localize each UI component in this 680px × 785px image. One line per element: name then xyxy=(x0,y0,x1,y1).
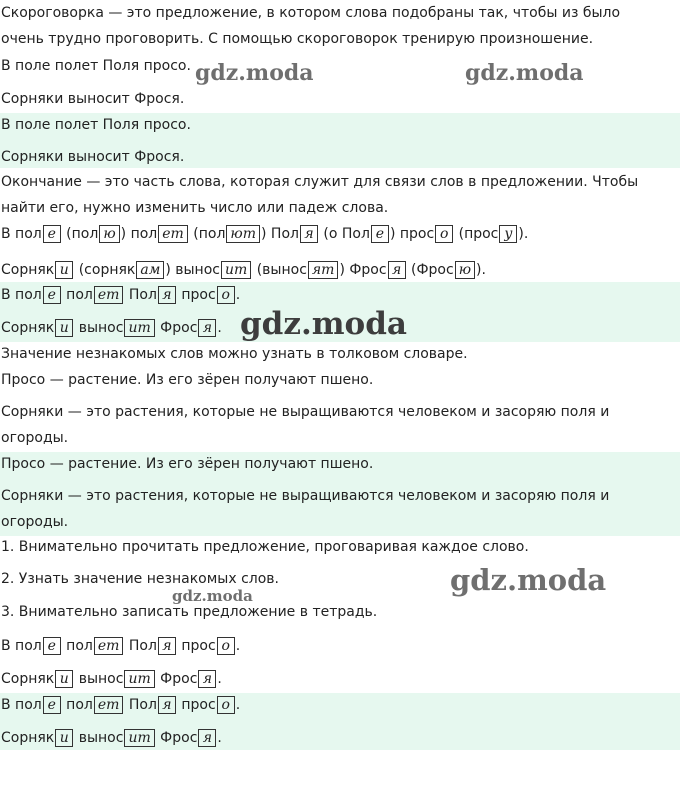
ending-box: ю xyxy=(99,225,119,243)
ending-box: о xyxy=(217,637,235,655)
ending-box: е xyxy=(43,696,61,714)
word-stem: вынос xyxy=(74,320,124,336)
ending-box: я xyxy=(158,696,176,714)
watermark-logo: gdz.moda xyxy=(465,60,584,86)
word-stem: . xyxy=(235,697,241,713)
ending-box: и xyxy=(55,319,73,337)
ending-box: я xyxy=(158,637,176,655)
ending-box: я xyxy=(158,286,176,304)
watermark-logo: gdz.moda xyxy=(172,587,253,605)
ending-box: о xyxy=(435,225,453,243)
word-stem: . xyxy=(217,730,222,746)
ending-box: я xyxy=(198,729,216,747)
word-stem: ) Фрос xyxy=(339,262,387,278)
word-stem: (пол xyxy=(61,226,99,242)
word-stem: Пол xyxy=(124,287,157,303)
word-stem: вынос xyxy=(74,671,124,687)
word-stem: (вынос xyxy=(252,262,307,278)
word-stem: прос xyxy=(176,287,216,303)
answer-block-4 xyxy=(0,693,680,750)
ending-box: о xyxy=(217,286,235,304)
answer-3-line-2: Сорняки — это растения, которые не выращиваются человеком и засоряю поля и xyxy=(1,488,610,504)
steps-row-2 xyxy=(1,670,222,688)
word-stem: В пол xyxy=(1,697,42,713)
steps-row-1 xyxy=(1,637,240,655)
dictionary-section xyxy=(0,342,680,452)
ending-box: и xyxy=(55,729,73,747)
answer-2-row-1 xyxy=(1,286,240,304)
word-stem: пол xyxy=(61,287,93,303)
step-3: 3. Внимательно записать предложение в тетрадь. xyxy=(1,604,378,620)
ending-box: ят xyxy=(308,261,339,279)
ending-box: я xyxy=(198,670,216,688)
word-stem: Сорняк xyxy=(1,262,55,278)
word-stem: ) прос xyxy=(389,226,435,242)
word-stem: . xyxy=(235,287,241,303)
watermark-logo: gdz.moda xyxy=(240,306,407,342)
ending-definition-line-1: Окончание — это часть слова, которая служит для связи слов в предложении. Чтобы xyxy=(1,174,639,190)
ending-box: ет xyxy=(158,225,188,243)
word-stem: пол xyxy=(61,638,93,654)
ending-box: е xyxy=(43,637,61,655)
ending-box: и xyxy=(55,670,73,688)
word-stem: В пол xyxy=(1,287,42,303)
ending-box: е xyxy=(43,286,61,304)
answer-4-row-2 xyxy=(1,729,222,747)
ending-box: ит xyxy=(124,670,154,688)
ending-box: о xyxy=(217,696,235,714)
word-stem: Фрос xyxy=(155,730,198,746)
word-stem: (сорняк xyxy=(74,262,136,278)
ending-box: и xyxy=(55,261,73,279)
dictionary-line-2: Просо — растение. Из его зёрен получают пшено. xyxy=(1,372,374,388)
ending-box: ит xyxy=(221,261,251,279)
answer-1-line-2: Сорняки выносит Фрося. xyxy=(1,149,185,165)
step-1: 1. Внимательно прочитать предложение, проговаривая каждое слово. xyxy=(1,539,529,555)
word-stem: ) Пол xyxy=(261,226,299,242)
word-stem: ). xyxy=(476,262,486,278)
tongue-twister-line-2: Сорняки выносит Фрося. xyxy=(1,91,185,107)
word-stem: . xyxy=(217,671,222,687)
word-stem: (о Пол xyxy=(318,226,370,242)
step-2: 2. Узнать значение незнакомых слов. xyxy=(1,571,279,587)
ending-box: ет xyxy=(94,286,124,304)
answer-3-line-3: огороды. xyxy=(1,514,69,530)
ending-forms-row-2 xyxy=(1,261,486,279)
ending-forms-row-1 xyxy=(1,225,528,243)
word-stem: . xyxy=(235,638,241,654)
answer-1-line-1: В поле полет Поля просо. xyxy=(1,117,191,133)
watermark-logo: gdz.moda xyxy=(450,563,607,597)
dictionary-line-1: Значение незнакомых слов можно узнать в толковом словаре. xyxy=(1,346,468,362)
ending-box: ю xyxy=(455,261,475,279)
definition-line-2: очень трудно проговорить. С помощью скороговорок тренирую произношение. xyxy=(1,31,594,47)
word-stem: Фрос xyxy=(155,671,198,687)
word-stem: прос xyxy=(176,697,216,713)
word-stem: Фрос xyxy=(155,320,198,336)
word-stem: (Фрос xyxy=(406,262,454,278)
word-stem: ). xyxy=(518,226,529,242)
endings-section xyxy=(0,168,680,282)
answer-3-line-1: Просо — растение. Из его зёрен получают пшено. xyxy=(1,456,374,472)
tongue-twister-line-1: В поле полет Поля просо. xyxy=(1,58,191,74)
word-stem: (пол xyxy=(188,226,226,242)
word-stem: В пол xyxy=(1,638,42,654)
word-stem: прос xyxy=(176,638,216,654)
word-stem: пол xyxy=(61,697,93,713)
word-stem: Сорняк xyxy=(1,320,55,336)
word-stem: В пол xyxy=(1,226,42,242)
steps-section xyxy=(0,536,680,693)
ending-box: я xyxy=(198,319,216,337)
ending-box: ет xyxy=(94,637,124,655)
word-stem: . xyxy=(217,320,222,336)
word-stem: Сорняк xyxy=(1,671,55,687)
word-stem: вынос xyxy=(74,730,124,746)
ending-box: я xyxy=(300,225,318,243)
intro-section xyxy=(0,0,680,113)
answer-block-3 xyxy=(0,452,680,536)
dictionary-line-4: огороды. xyxy=(1,430,69,446)
ending-box: е xyxy=(371,225,389,243)
ending-box: ит xyxy=(124,729,154,747)
definition-line-1: Скороговорка — это предложение, в котором слова подобраны так, чтобы из было xyxy=(1,5,621,21)
word-stem: Сорняк xyxy=(1,730,55,746)
ending-box: е xyxy=(43,225,61,243)
word-stem: ) вынос xyxy=(165,262,220,278)
answer-4-row-1 xyxy=(1,696,240,714)
ending-box: у xyxy=(499,225,517,243)
answer-block-1 xyxy=(0,113,680,168)
answer-2-row-2 xyxy=(1,319,222,337)
watermark-logo: gdz.moda xyxy=(195,60,314,86)
ending-box: ет xyxy=(94,696,124,714)
word-stem: Пол xyxy=(124,697,157,713)
ending-box: ит xyxy=(124,319,154,337)
ending-box: я xyxy=(388,261,406,279)
dictionary-line-3: Сорняки — это растения, которые не выращиваются человеком и засоряю поля и xyxy=(1,404,610,420)
ending-box: ам xyxy=(136,261,164,279)
word-stem: (прос xyxy=(454,226,499,242)
ending-definition-line-2: найти его, нужно изменить число или падеж слова. xyxy=(1,200,389,216)
word-stem: ) пол xyxy=(120,226,158,242)
word-stem: Пол xyxy=(124,638,157,654)
ending-box: ют xyxy=(226,225,260,243)
